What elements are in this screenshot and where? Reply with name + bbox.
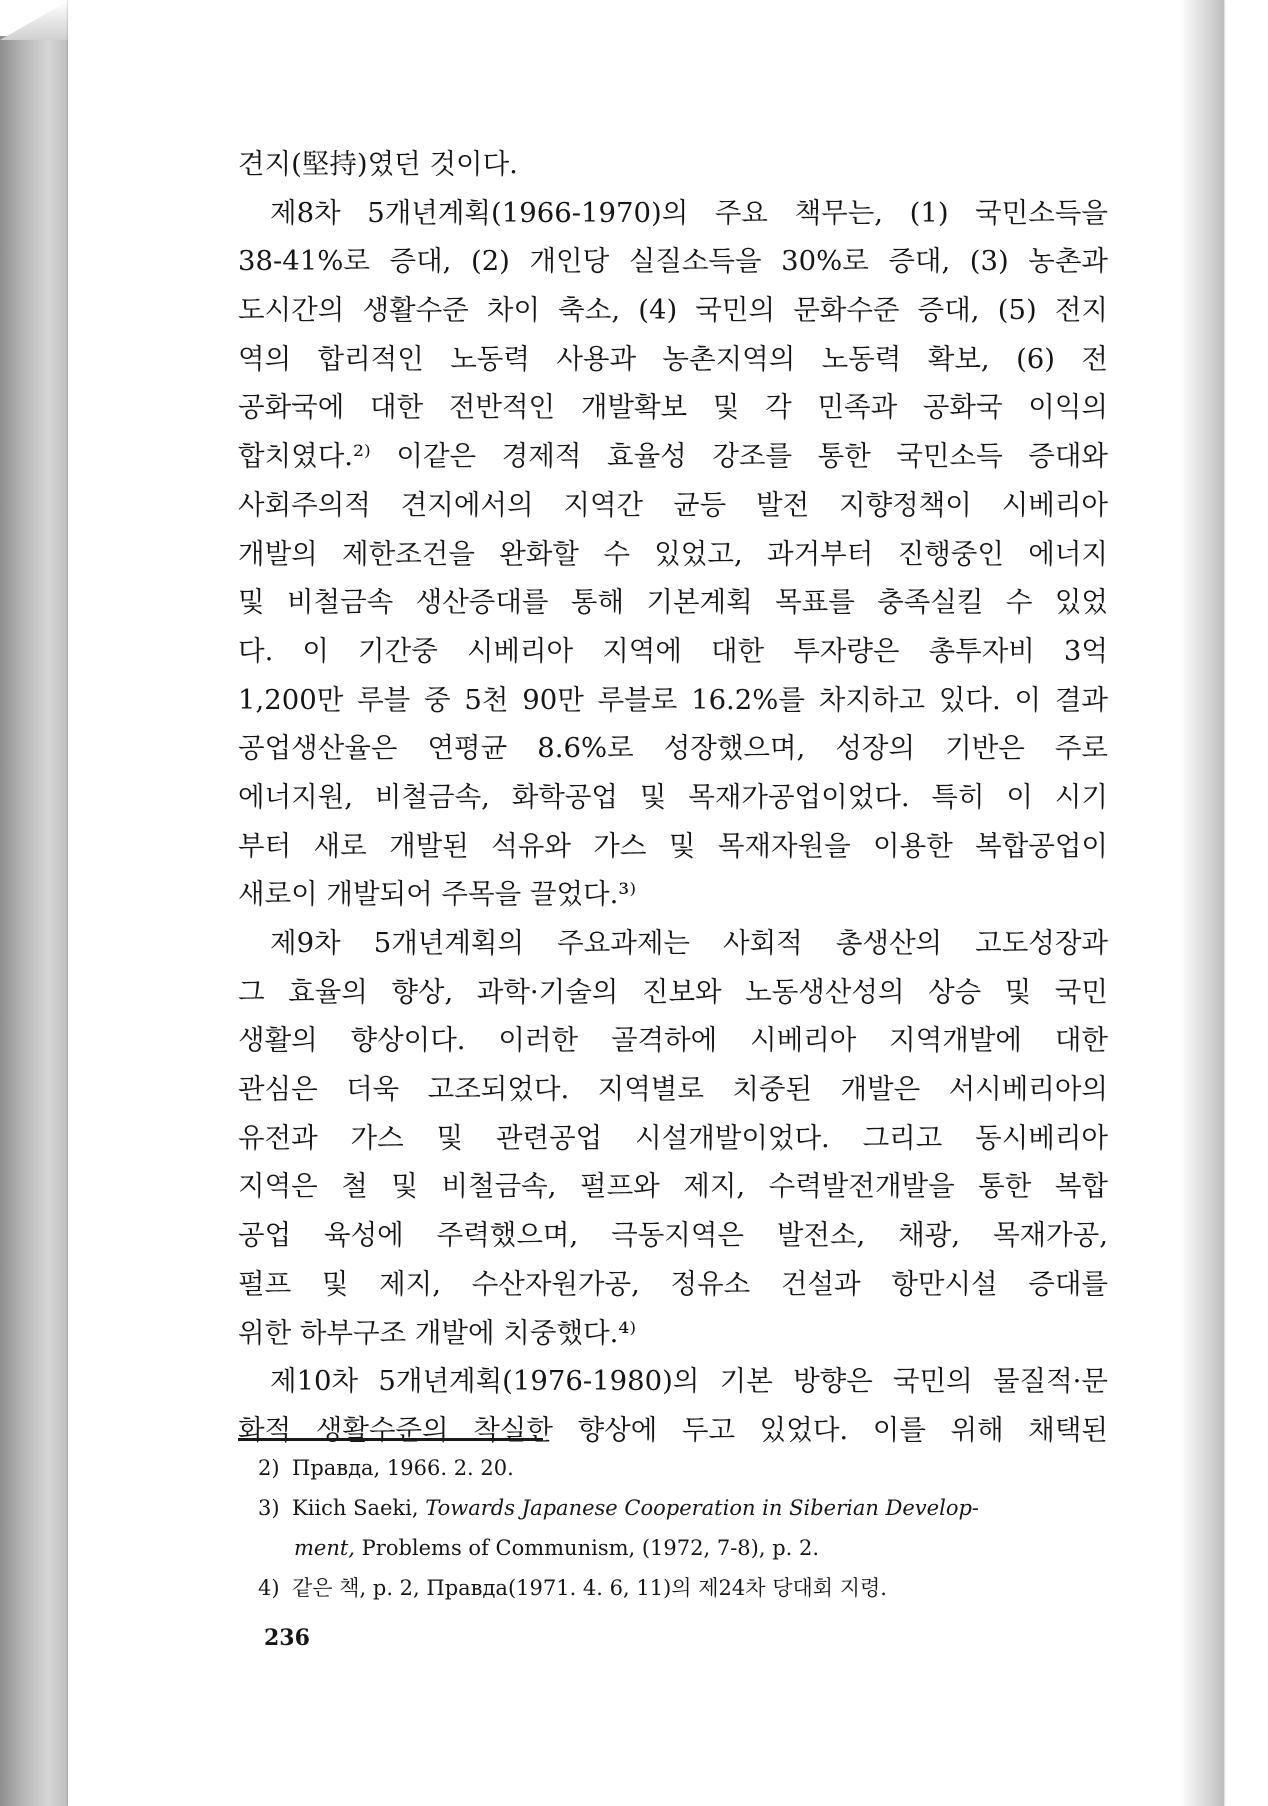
page-right-shadow xyxy=(1180,0,1224,1806)
footnotes xyxy=(258,1448,1108,1608)
footnote-rule xyxy=(238,1438,543,1441)
footnote-3-continued xyxy=(258,1528,1108,1568)
text-line: 견지(堅持)였던 것이다. xyxy=(238,148,518,180)
text-line: 위한 하부구조 개발에 치중했다.⁴⁾ xyxy=(238,1316,637,1349)
text-line: 1,200만 루블 중 5천 90만 루블로 16.2%를 차지하고 있다. 이 결과 xyxy=(238,683,1108,716)
text-line: 새로이 개발되어 주목을 끌었다.³⁾ xyxy=(238,878,637,911)
text-line: 제9차 5개년계획의 주요과제는 사회적 총생산의 고도성장과 xyxy=(270,927,1108,959)
text-line: 제8차 5개년계획(1966-1970)의 주요 책무는, (1) 국민소득을 xyxy=(270,196,1108,229)
text-line: 제10차 5개년계획(1976-1980)의 기본 방향은 국민의 물질적·문 xyxy=(270,1365,1108,1398)
text-line: 부터 새로 개발된 석유와 가스 및 목재자원을 이용한 복합공업이 xyxy=(238,829,1108,862)
text-line: 그 효율의 향상, 과학·기술의 진보와 노동생산성의 상승 및 국민 xyxy=(238,975,1108,1008)
text-line: 펄프 및 제지, 수산자원가공, 정유소 건설과 항만시설 증대를 xyxy=(238,1267,1108,1300)
text-line: 다. 이 기간중 시베리아 지역에 대한 투자량은 총투자비 3억 xyxy=(238,634,1108,667)
text-line: 공화국에 대한 전반적인 개발확보 및 각 민족과 공화국 이익의 xyxy=(238,391,1108,424)
footnote-number: 3) xyxy=(258,1496,280,1520)
text-line: 및 비철금속 생산증대를 통해 기본계획 목표를 충족실킬 수 있었 xyxy=(238,586,1108,619)
footnote-3 xyxy=(258,1488,1108,1528)
text-line: 사회주의적 견지에서의 지역간 균등 발전 지향정책이 시베리아 xyxy=(238,488,1108,521)
footnote-text: Правда, 1966. 2. 20. xyxy=(292,1456,514,1480)
text-line: 공업생산율은 연평균 8.6%로 성장했으며, 성장의 기반은 주로 xyxy=(238,732,1108,765)
text-line: 화적 생활수준의 착실한 향상에 두고 있었다. 이를 위해 채택된 xyxy=(238,1413,1108,1446)
text-line: 38-41%로 증대, (2) 개인당 실질소득을 30%로 증대, (3) 농촌과 xyxy=(238,245,1108,278)
footnote-4 xyxy=(258,1568,1108,1608)
footnote-number: 4) xyxy=(258,1576,280,1600)
book-edge-top-bevel xyxy=(0,0,70,40)
footnote-title: ment, xyxy=(294,1536,355,1560)
footnote-title: Towards Japanese Cooperation in Siberian Develop- xyxy=(425,1496,980,1520)
text-line: 개발의 제한조건을 완화할 수 있었고, 과거부터 진행중인 에너지 xyxy=(238,537,1108,570)
text-line: 합치였다.²⁾ 이같은 경제적 효율성 강조를 통한 국민소득 증대와 xyxy=(238,440,1108,473)
body-text xyxy=(238,140,1108,1455)
footnote-author: Kiich Saeki, xyxy=(292,1496,426,1520)
footnote-text: 같은 책, p. 2, Правда(1971. 4. 6, 11)의 제24차 당대회 지령. xyxy=(292,1576,887,1600)
page-number: 236 xyxy=(264,1625,310,1651)
footnote-number: 2) xyxy=(258,1456,280,1480)
text-line: 지역은 철 및 비철금속, 펄프와 제지, 수력발전개발을 통한 복합 xyxy=(238,1170,1108,1203)
text-line: 공업 육성에 주력했으며, 극동지역은 발전소, 채광, 목재가공, xyxy=(238,1219,1108,1252)
text-line: 생활의 향상이다. 이러한 골격하에 시베리아 지역개발에 대한 xyxy=(238,1024,1108,1057)
book-page-stack-edge xyxy=(0,36,70,1806)
footnote-text: Problems of Communism, (1972, 7-8), p. 2. xyxy=(354,1536,820,1560)
text-line: 유전과 가스 및 관련공업 시설개발이었다. 그리고 동시베리아 xyxy=(238,1121,1108,1154)
text-line: 도시간의 생활수준 차이 축소, (4) 국민의 문화수준 증대, (5) 전지 xyxy=(238,294,1108,327)
text-line: 에너지원, 비철금속, 화학공업 및 목재가공업이었다. 특히 이 시기 xyxy=(238,780,1108,813)
text-line: 관심은 더욱 고조되었다. 지역별로 치중된 개발은 서시베리아의 xyxy=(238,1073,1108,1106)
footnote-2 xyxy=(258,1448,1108,1488)
text-line: 역의 합리적인 노동력 사용과 농촌지역의 노동력 확보, (6) 전 xyxy=(238,342,1108,375)
